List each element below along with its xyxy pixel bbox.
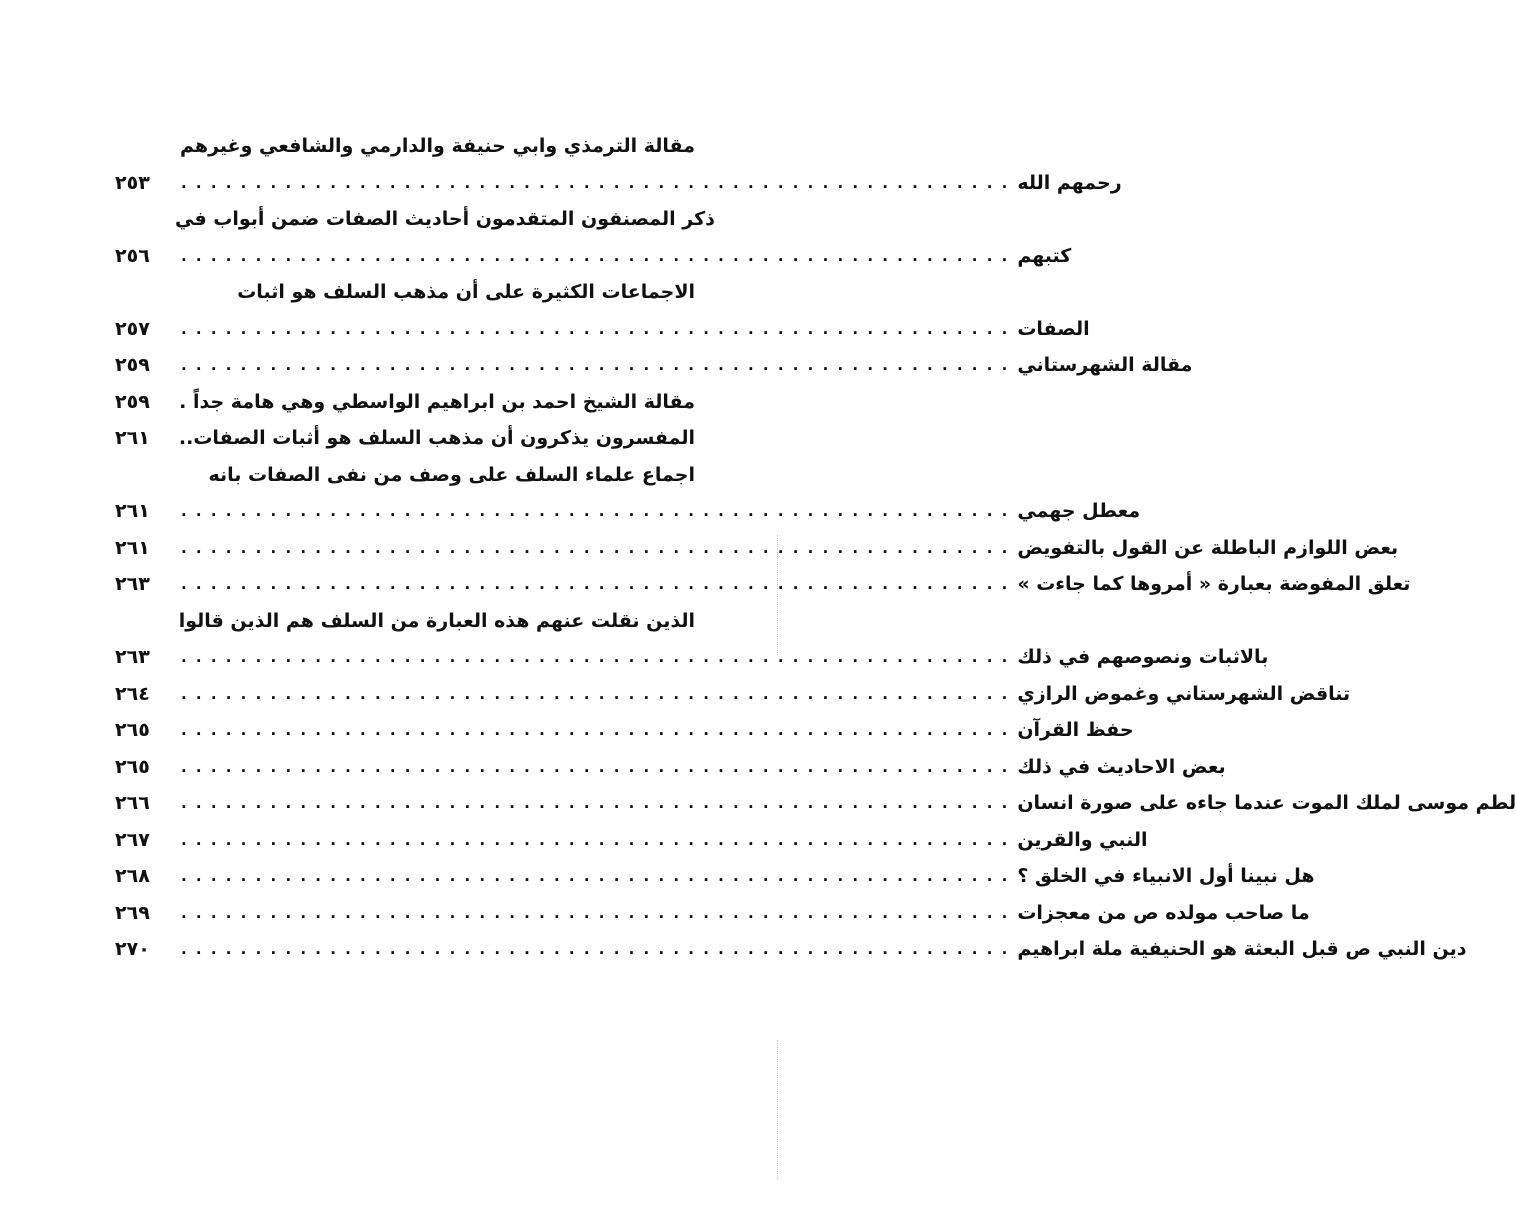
toc-entry-title: تعلق المفوضة بعبارة « أمروها كما جاءت »	[1017, 573, 1411, 596]
toc-entry-content	[175, 646, 1288, 668]
toc-page-number: ٢٦١	[115, 500, 150, 523]
toc-entry-title: معطل جهمي	[1017, 500, 1141, 523]
page-edge-mark	[777, 535, 779, 655]
dot-leader: . . . . . . . . . . . . . . . . . . . . . . . . . . . . . . . . . . . . . . . . . . . . . . . . . . . . . . . .	[181, 502, 1010, 521]
toc-entry-title: الاجماعات الكثيرة على أن مذهب السلف هو اثبات	[237, 281, 695, 304]
toc-entry-content	[175, 573, 1410, 595]
toc-entry-title: تناقض الشهرستاني وغموض الرازي	[1017, 682, 1351, 705]
toc-entry	[115, 457, 695, 494]
toc-entry-content	[175, 318, 1110, 340]
toc-page-number: ٢٦٩	[115, 901, 150, 924]
toc-entry-title: مقالة الشهرستاني	[1017, 354, 1193, 377]
toc-entry-content	[175, 281, 695, 303]
table-of-contents	[115, 128, 1516, 968]
toc-entry	[115, 858, 1315, 895]
toc-page-number: ٢٦٥	[115, 719, 150, 742]
toc-page-number: ٢٥٩	[115, 390, 150, 413]
toc-entry-title: مقالة الشيخ احمد بن ابراهيم الواسطي وهي هامة جداً .	[179, 390, 695, 413]
dot-leader: . . . . . . . . . . . . . . . . . . . . . . . . . . . . . . . . . . . . . . . . . . . . . . . . . . . . . . . .	[181, 794, 1010, 813]
toc-entry-content	[175, 792, 1516, 814]
toc-entry-title: رحمهم الله	[1017, 171, 1122, 194]
toc-entry	[115, 311, 1090, 348]
dot-leader: . . . . . . . . . . . . . . . . . . . . . . . . . . . . . . . . . . . . . . . . . . . . . . . . . . . . . . . .	[181, 684, 1010, 703]
toc-entry	[115, 931, 1467, 968]
toc-page-number: ٢٦٥	[115, 755, 150, 778]
toc-entry-content	[175, 172, 1142, 194]
toc-entry-content	[175, 829, 1148, 851]
dot-leader: . . . . . . . . . . . . . . . . . . . . . . . . . . . . . . . . . . . . . . . . . . . . . . . . . . . . . . . .	[181, 575, 1010, 594]
toc-entry-content	[175, 902, 1310, 924]
toc-page-number: ٢٦٦	[115, 792, 150, 815]
toc-entry	[115, 493, 1141, 530]
toc-entry-title: مقالة الترمذي وابي حنيفة والدارمي والشافعي وغيرهم	[180, 135, 695, 158]
toc-page-number: ٢٦١	[115, 427, 150, 450]
toc-entry-title: لطم موسى لملك الموت عندما جاءه على صورة انسان	[1017, 792, 1516, 815]
toc-entry-content	[175, 354, 1192, 376]
toc-entry-content	[175, 245, 1091, 267]
dot-leader: . . . . . . . . . . . . . . . . . . . . . . . . . . . . . . . . . . . . . . . . . . . . . . . . . . . . . . . .	[181, 246, 1010, 265]
toc-entry	[115, 895, 1310, 932]
toc-entry-title: هل نبينا أول الانبياء في الخلق ؟	[1017, 865, 1315, 888]
toc-entry	[115, 238, 1072, 275]
dot-leader: . . . . . . . . . . . . . . . . . . . . . . . . . . . . . . . . . . . . . . . . . . . . . . . . . . . . . . . .	[181, 648, 1010, 667]
dot-leader: . . . . . . . . . . . . . . . . . . . . . . . . . . . . . . . . . . . . . . . . . . . . . . . . . . . . . . . .	[181, 721, 1010, 740]
dot-leader: . . . . . . . . . . . . . . . . . . . . . . . . . . . . . . . . . . . . . . . . . . . . . . . . . . . . . . . .	[181, 173, 1010, 192]
toc-entry	[115, 420, 695, 457]
toc-entry-content	[175, 427, 695, 449]
toc-entry-title: بالاثبات ونصوصهم في ذلك	[1017, 646, 1269, 669]
toc-entry-content	[175, 938, 1466, 960]
toc-entry-content	[175, 464, 695, 486]
dot-leader: . . . . . . . . . . . . . . . . . . . . . . . . . . . . . . . . . . . . . . . . . . . . . . . . . . . . . . . .	[181, 940, 1010, 959]
toc-page-number: ٢٧٠	[115, 938, 150, 961]
toc-entry	[115, 639, 1269, 676]
toc-entry-title: الذين نقلت عنهم هذه العبارة من السلف هم الذين قالوا	[178, 609, 695, 632]
toc-page-number: ٢٦٨	[115, 865, 150, 888]
toc-entry-title: ما صاحب مولده ص من معجزات	[1017, 901, 1310, 924]
toc-entry	[115, 676, 1351, 713]
toc-entry-title: الصفات	[1017, 317, 1090, 340]
toc-entry-content	[175, 865, 1315, 887]
toc-entry-content	[175, 500, 1160, 522]
toc-entry	[115, 384, 695, 421]
toc-page-number: ٢٥٣	[115, 171, 150, 194]
dot-leader: . . . . . . . . . . . . . . . . . . . . . . . . . . . . . . . . . . . . . . . . . . . . . . . . . . . . . . . .	[181, 903, 1010, 922]
toc-entry	[115, 566, 1411, 603]
toc-entry	[115, 822, 1148, 859]
toc-entry-title: كتبهم	[1017, 244, 1072, 267]
toc-entry	[115, 530, 1399, 567]
toc-entry	[115, 749, 1226, 786]
toc-entry-title: ذكر المصنفون المتقدمون أحاديث الصفات ضمن أبواب في	[175, 208, 715, 231]
toc-entry	[115, 785, 1516, 822]
dot-leader: . . . . . . . . . . . . . . . . . . . . . . . . . . . . . . . . . . . . . . . . . . . . . . . . . . . . . . . .	[181, 538, 1010, 557]
toc-entry-title: دين النبي ص قبل البعثة هو الحنيفية ملة ابراهيم	[1017, 938, 1467, 961]
toc-page-number: ٢٥٧	[115, 317, 150, 340]
toc-entry	[115, 274, 695, 311]
toc-entry-content	[175, 208, 715, 230]
toc-page-number: ٢٥٦	[115, 244, 150, 267]
toc-entry-title: اجماع علماء السلف على وصف من نفى الصفات بانه	[208, 463, 695, 486]
toc-page-number: ٢٦٣	[115, 646, 150, 669]
toc-entry-content	[175, 135, 695, 157]
toc-entry	[115, 712, 1134, 749]
toc-page-number: ٢٦٣	[115, 573, 150, 596]
toc-entry-content	[175, 683, 1350, 705]
toc-page-number: ٢٦٤	[115, 682, 150, 705]
dot-leader: . . . . . . . . . . . . . . . . . . . . . . . . . . . . . . . . . . . . . . . . . . . . . . . . . . . . . . . .	[181, 867, 1010, 886]
toc-entry-content	[175, 610, 695, 632]
toc-entry-content	[175, 391, 695, 413]
toc-entry-title: المفسرون يذكرون أن مذهب السلف هو أثبات الصفات..	[178, 427, 695, 450]
toc-entry-title: النبي والقرين	[1017, 828, 1148, 851]
page-edge-mark	[777, 1040, 779, 1180]
toc-entry	[115, 347, 1193, 384]
toc-entry	[115, 603, 695, 640]
toc-entry	[115, 201, 715, 238]
dot-leader: . . . . . . . . . . . . . . . . . . . . . . . . . . . . . . . . . . . . . . . . . . . . . . . . . . . . . . . .	[181, 830, 1010, 849]
toc-page-number: ٢٥٩	[115, 354, 150, 377]
toc-entry-content	[175, 537, 1398, 559]
toc-entry-title: بعض اللوازم الباطلة عن القول بالتفويض	[1017, 536, 1399, 559]
toc-entry	[115, 165, 1122, 202]
toc-page-number: ٢٦١	[115, 536, 150, 559]
toc-entry-content	[175, 756, 1226, 778]
toc-entry-title: حفظ القرآن	[1017, 719, 1134, 742]
dot-leader: . . . . . . . . . . . . . . . . . . . . . . . . . . . . . . . . . . . . . . . . . . . . . . . . . . . . . . . .	[181, 356, 1010, 375]
dot-leader: . . . . . . . . . . . . . . . . . . . . . . . . . . . . . . . . . . . . . . . . . . . . . . . . . . . . . . . .	[181, 757, 1010, 776]
toc-entry	[115, 128, 695, 165]
dot-leader: . . . . . . . . . . . . . . . . . . . . . . . . . . . . . . . . . . . . . . . . . . . . . . . . . . . . . . . .	[181, 319, 1010, 338]
toc-page-number: ٢٦٧	[115, 828, 150, 851]
toc-entry-content	[175, 719, 1134, 741]
toc-entry-title: بعض الاحاديث في ذلك	[1017, 755, 1226, 778]
